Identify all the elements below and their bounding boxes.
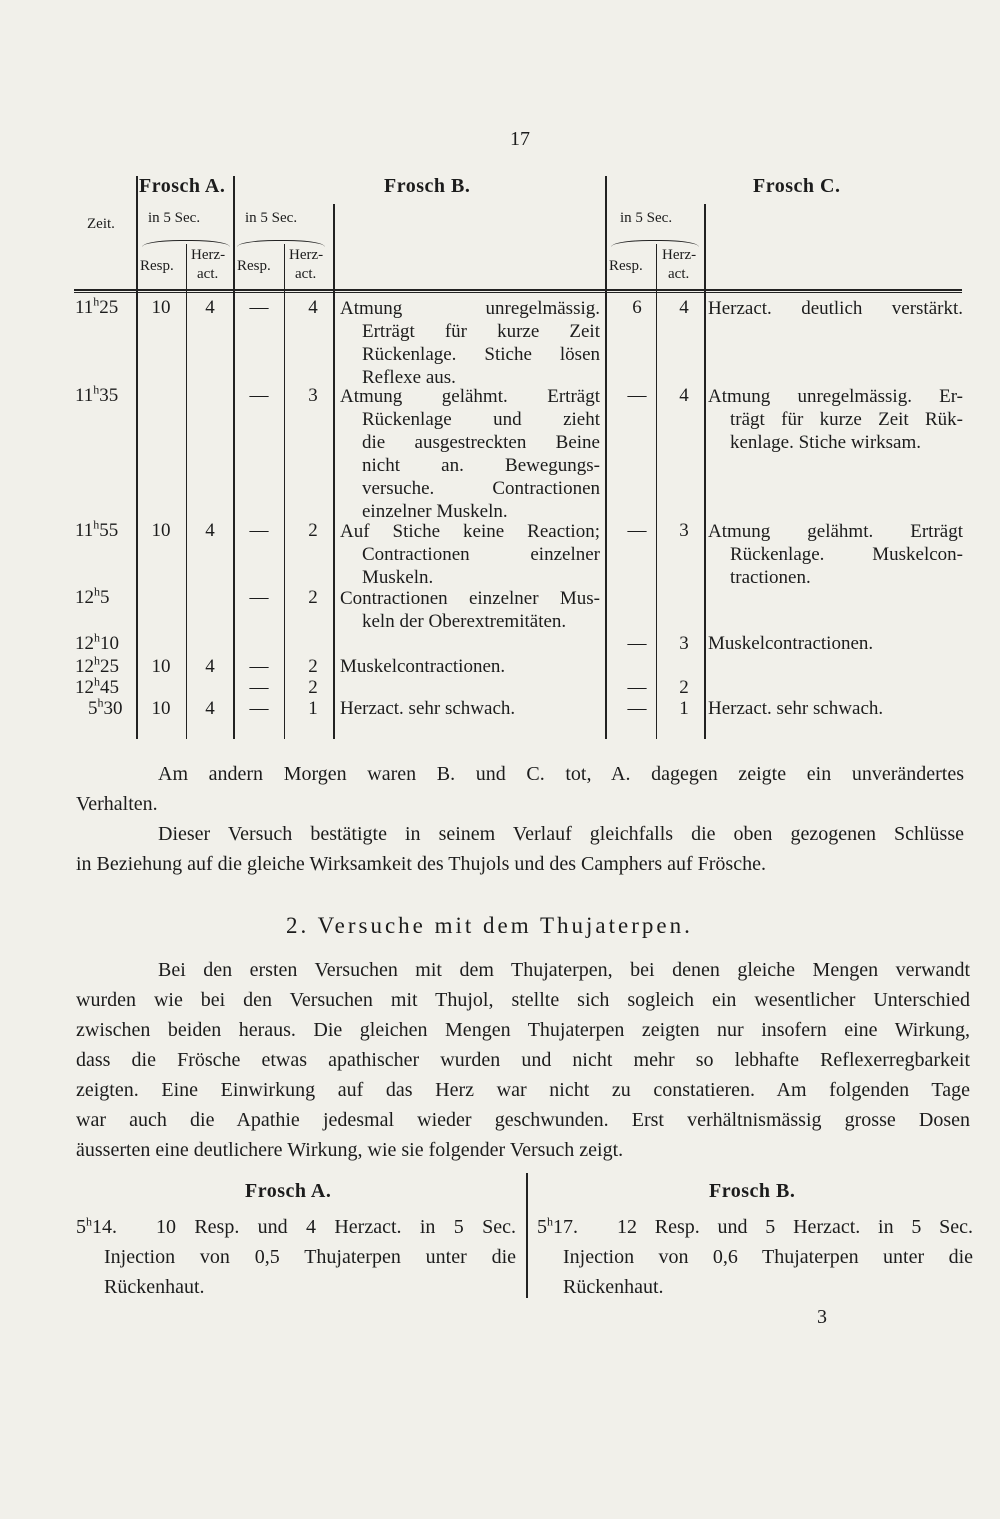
protocol-text: Rückenhaut.	[104, 1276, 205, 1298]
b-in5sec-header: in 5 Sec.	[245, 210, 298, 226]
paragraph-line: äusserten eine deutlichere Wirkung, wie sie folgender Versuch zeigt.	[76, 1139, 624, 1161]
note-line: Contractionen einzelner	[362, 544, 600, 565]
a-act-header: act.	[197, 266, 219, 282]
note-line: Atmung unregelmässig. Er-	[708, 386, 963, 407]
b-resp-cell: —	[249, 385, 269, 406]
time-stamp: 5$^h$14.	[76, 1214, 117, 1238]
c-herz-header: Herz-	[662, 247, 697, 263]
col-divider-zeit	[136, 176, 138, 739]
time-cell: 11$^h$25	[75, 294, 119, 318]
b-herz-cell: 4	[308, 297, 318, 318]
time-cell: 12$^h$45	[75, 674, 119, 698]
b-note-cell: Muskelcontractionen.	[340, 656, 506, 677]
col-divider-c-note	[704, 204, 706, 739]
time-cell: 12$^h$5	[75, 584, 110, 608]
time-cell: 12$^h$25	[75, 653, 119, 677]
c-resp-header: Resp.	[609, 258, 643, 274]
note-line: einzelner Muskeln.	[362, 501, 508, 522]
b-herz-cell: 3	[308, 385, 318, 406]
a-herz-cell: 4	[205, 698, 215, 719]
b-herz-cell: 2	[308, 677, 318, 698]
note-line: kenlage. Stiche wirksam.	[730, 432, 922, 453]
note-line: Contractionen einzelner Mus-	[340, 588, 600, 609]
page-number: 17	[510, 128, 530, 150]
c-herz-cell: 3	[679, 520, 689, 541]
note-line: Rückenlage. Stiche lösen	[362, 344, 600, 365]
col-divider-b-c	[605, 176, 607, 739]
b-note-cell	[340, 520, 600, 589]
paragraph-line: in Beziehung auf die gleiche Wirksamkeit des Thujols und des Camphers auf Frösche.	[76, 853, 766, 875]
b-brace	[237, 240, 325, 247]
b-resp-cell: —	[249, 698, 269, 719]
table-header-rule-2	[74, 292, 962, 293]
c-herz-cell: 2	[679, 677, 689, 698]
paragraph-line: zwischen beiden heraus. Die gleichen Mengen Thujaterpen zeigten nur insofern eine Wirkung,	[76, 1019, 970, 1041]
col-divider-a-inner	[186, 244, 187, 739]
c-act-header: act.	[668, 266, 690, 282]
a-resp-cell: 10	[151, 698, 171, 719]
note-line: Rückenlage. Muskelcon-	[730, 544, 963, 565]
b-note-cell: Herzact. sehr schwach.	[340, 698, 516, 719]
a-herz-cell: 4	[205, 656, 215, 677]
protocol-text: 12 Resp. und 5 Herzact. in 5 Sec.	[617, 1216, 973, 1238]
frog-a-header: Frosch A.	[139, 175, 226, 197]
frog-a-protocol	[76, 1212, 516, 1302]
c-note-cell: Muskelcontractionen.	[708, 633, 874, 654]
zeit-header: Zeit.	[87, 216, 115, 232]
b-resp-cell: —	[249, 656, 269, 677]
protocol-line	[76, 1212, 516, 1242]
b-herz-cell: 2	[308, 656, 318, 677]
b-resp-cell: —	[249, 677, 269, 698]
a-herz-header: Herz-	[191, 247, 226, 263]
bottom-frog-b-header: Frosch B.	[709, 1180, 796, 1202]
paragraph-line: Verhalten.	[76, 793, 158, 815]
c-herz-cell: 3	[679, 633, 689, 654]
c-note-cell: Herzact. sehr schwach.	[708, 698, 884, 719]
b-resp-header: Resp.	[237, 258, 271, 274]
section-heading: 2. Versuche mit dem Thujaterpen.	[286, 913, 693, 938]
protocol-line	[537, 1212, 973, 1242]
protocol-text: Injection von 0,5 Thujaterpen unter die	[104, 1246, 516, 1268]
a-resp-cell: 10	[151, 297, 171, 318]
b-herz-cell: 2	[308, 587, 318, 608]
b-note-cell	[340, 385, 600, 523]
col-divider-a-b	[233, 176, 235, 739]
a-in5sec-header: in 5 Sec.	[148, 210, 201, 226]
note-line: keln der Oberextremitäten.	[362, 611, 567, 632]
c-note-cell	[708, 520, 963, 589]
time-cell: 11$^h$55	[75, 517, 119, 541]
b-note-cell	[340, 587, 600, 633]
time-cell: 11$^h$35	[75, 382, 119, 406]
c-herz-cell: 4	[679, 297, 689, 318]
frog-c-header: Frosch C.	[753, 175, 841, 197]
b-herz-header: Herz-	[289, 247, 324, 263]
note-line: Atmung gelähmt. Erträgt	[340, 386, 600, 407]
c-herz-cell: 1	[679, 698, 689, 719]
note-line: Muskeln.	[362, 567, 434, 588]
protocol-text: Rückenhaut.	[563, 1276, 664, 1298]
b-resp-cell: —	[249, 297, 269, 318]
protocol-text: Injection von 0,6 Thujaterpen unter die	[563, 1246, 973, 1268]
note-line: Atmung gelähmt. Erträgt	[708, 521, 963, 542]
paragraph-line: Am andern Morgen waren B. und C. tot, A. dagegen zeigte ein unverändertes	[158, 763, 964, 785]
note-line: versuche. Contractionen	[362, 478, 600, 499]
c-herz-cell: 4	[679, 385, 689, 406]
b-resp-cell: —	[249, 520, 269, 541]
note-line: trägt für kurze Zeit Rük-	[730, 409, 963, 430]
table-header-rule	[74, 289, 962, 291]
note-line: Reflexe aus.	[362, 367, 456, 388]
note-line: die ausgestreckten Beine	[362, 432, 600, 453]
paragraph-line: dass die Frösche etwas apathischer wurden und nicht mehr so lebhafte Reflexerregbarkeit	[76, 1049, 970, 1071]
b-herz-cell: 1	[308, 698, 318, 719]
a-herz-cell: 4	[205, 297, 215, 318]
a-herz-cell: 4	[205, 520, 215, 541]
c-in5sec-header: in 5 Sec.	[620, 210, 673, 226]
frog-b-header: Frosch B.	[384, 175, 471, 197]
b-act-header: act.	[295, 266, 317, 282]
note-line: Auf Stiche keine Reaction;	[340, 521, 600, 542]
c-note-cell	[708, 385, 963, 454]
paragraph-line: Dieser Versuch bestätigte in seinem Verlauf gleichfalls die oben gezogenen Schlüsse	[158, 823, 964, 845]
column-divider	[526, 1173, 528, 1298]
b-resp-cell: —	[249, 587, 269, 608]
b-herz-cell: 2	[308, 520, 318, 541]
note-line: Atmung unregelmässig.	[340, 298, 600, 319]
c-resp-cell: —	[627, 677, 647, 698]
note-line: tractionen.	[730, 567, 811, 588]
a-resp-cell: 10	[151, 520, 171, 541]
time-cell: 5$^h$30	[88, 695, 123, 719]
time-cell: 12$^h$10	[75, 630, 119, 654]
paragraph-line: zeigten. Eine Einwirkung auf das Herz war nicht zu constatieren. Am folgenden Tage	[76, 1079, 970, 1101]
c-resp-cell: —	[627, 698, 647, 719]
signature-mark: 3	[817, 1306, 827, 1328]
note-line: nicht an. Bewegungs-	[362, 455, 600, 476]
frog-b-protocol	[537, 1212, 973, 1302]
bottom-frog-a-header: Frosch A.	[245, 1180, 332, 1202]
protocol-text: 10 Resp. und 4 Herzact. in 5 Sec.	[156, 1216, 516, 1238]
c-resp-cell: —	[627, 633, 647, 654]
col-divider-b-note	[333, 204, 335, 739]
paragraph-line: war auch die Apathie jedesmal wieder geschwunden. Erst verhältnismässig grosse Dosen	[76, 1109, 970, 1131]
c-resp-cell: —	[627, 385, 647, 406]
c-resp-cell: —	[627, 520, 647, 541]
paragraph-line: wurden wie bei den Versuchen mit Thujol, stellte sich sogleich ein wesentlicher Unterschied	[76, 989, 970, 1011]
paragraph-line: Bei den ersten Versuchen mit dem Thujaterpen, bei denen gleiche Mengen verwandt	[158, 959, 970, 981]
col-divider-b-inner	[284, 244, 285, 739]
a-resp-cell: 10	[151, 656, 171, 677]
c-brace	[611, 240, 699, 247]
a-resp-header: Resp.	[140, 258, 174, 274]
note-line: Rückenlage und zieht	[362, 409, 600, 430]
c-note-cell	[708, 297, 963, 320]
c-resp-cell: 6	[632, 297, 642, 318]
note-line: Erträgt für kurze Zeit	[362, 321, 600, 342]
note-line: Herzact. deutlich verstärkt.	[708, 298, 963, 319]
time-stamp: 5$^h$17.	[537, 1214, 578, 1238]
b-note-cell	[340, 297, 600, 389]
